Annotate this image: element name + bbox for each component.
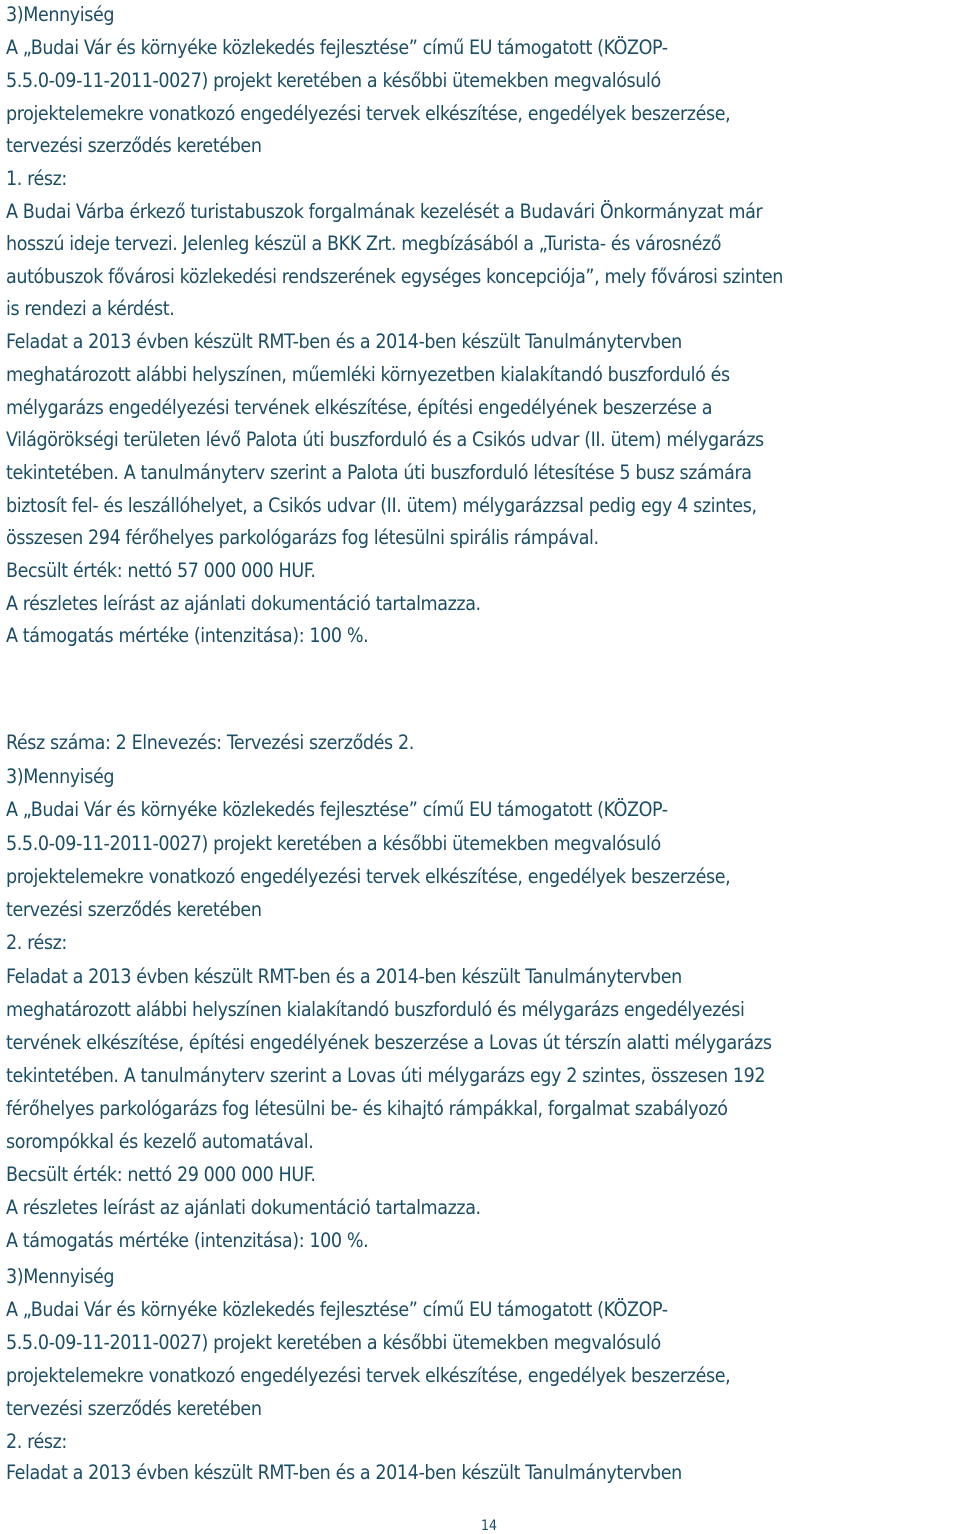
part-heading: 2. rész:	[6, 931, 67, 954]
quantity-heading: 3)Mennyiség	[6, 765, 115, 788]
estimated-value: Becsült érték: nettó 57 000 000 HUF.	[6, 559, 316, 582]
quantity-heading: 3)Mennyiség	[6, 1265, 115, 1288]
project-paragraph-line: 5.5.0-09-11-2011-0027) projekt keretében a későbbi ütemekben megvalósuló	[6, 69, 661, 92]
project-paragraph-line: 5.5.0-09-11-2011-0027) projekt keretében a későbbi ütemekben megvalósuló	[6, 1331, 661, 1354]
project-paragraph-line: A „Budai Vár és környéke közlekedés fejlesztése” című EU támogatott (KÖZOP-	[6, 36, 668, 59]
part-title: Rész száma: 2 Elnevezés: Tervezési szerződés 2.	[6, 731, 414, 754]
project-paragraph-line: projektelemekre vonatkozó engedélyezési tervek elkészítése, engedélyek beszerzése,	[6, 1364, 731, 1387]
estimated-value: Becsült érték: nettó 29 000 000 HUF.	[6, 1163, 316, 1186]
task-line: Feladat a 2013 évben készült RMT-ben és a 2014-ben készült Tanulmánytervben	[6, 1461, 682, 1484]
task-line: összesen 294 férőhelyes parkológarázs fog létesülni spirális rámpával.	[6, 526, 599, 549]
project-paragraph-line: tervezési szerződés keretében	[6, 898, 262, 921]
project-paragraph-line: A „Budai Vár és környéke közlekedés fejlesztése” című EU támogatott (KÖZOP-	[6, 798, 668, 821]
project-paragraph-line: 5.5.0-09-11-2011-0027) projekt keretében a későbbi ütemekben megvalósuló	[6, 832, 661, 855]
part-heading: 1. rész:	[6, 167, 67, 190]
page-number: 14	[480, 1518, 498, 1534]
task-line: tekintetében. A tanulmányterv szerint a Lovas úti mélygarázs egy 2 szintes, összesen 192	[6, 1064, 766, 1087]
project-paragraph-line: A „Budai Vár és környéke közlekedés fejlesztése” című EU támogatott (KÖZOP-	[6, 1298, 668, 1321]
project-paragraph-line: tervezési szerződés keretében	[6, 134, 262, 157]
task-line: sorompókkal és kezelő automatával.	[6, 1130, 314, 1153]
project-paragraph-line: projektelemekre vonatkozó engedélyezési tervek elkészítése, engedélyek beszerzése,	[6, 102, 731, 125]
task-line: biztosít fel- és leszállóhelyet, a Csikós udvar (II. ütem) mélygarázzsal pedig egy 4 szintes,	[6, 494, 757, 517]
support-intensity: A támogatás mértéke (intenzitása): 100 %.	[6, 1229, 369, 1252]
description-line: is rendezi a kérdést.	[6, 297, 175, 320]
task-line: férőhelyes parkológarázs fog létesülni be- és kihajtó rámpákkal, forgalmat szabályozó	[6, 1097, 728, 1120]
task-line: Feladat a 2013 évben készült RMT-ben és a 2014-ben készült Tanulmánytervben	[6, 330, 682, 353]
quantity-heading: 3)Mennyiség	[6, 3, 115, 26]
project-paragraph-line: tervezési szerződés keretében	[6, 1397, 262, 1420]
description-line: hosszú ideje tervezi. Jelenleg készül a BKK Zrt. megbízásából a „Turista- és városnéző	[6, 232, 722, 255]
support-intensity: A támogatás mértéke (intenzitása): 100 %.	[6, 624, 369, 647]
description-line: autóbuszok fővárosi közlekedési rendszerének egységes koncepciója”, mely fővárosi szinten	[6, 265, 784, 288]
details-note: A részletes leírást az ajánlati dokumentáció tartalmazza.	[6, 1196, 481, 1219]
task-line: Feladat a 2013 évben készült RMT-ben és a 2014-ben készült Tanulmánytervben	[6, 965, 682, 988]
details-note: A részletes leírást az ajánlati dokumentáció tartalmazza.	[6, 592, 481, 615]
task-line: meghatározott alábbi helyszínen kialakítandó buszforduló és mélygarázs engedélyezési	[6, 998, 745, 1021]
task-line: meghatározott alábbi helyszínen, műemléki környezetben kialakítandó buszforduló és	[6, 363, 730, 386]
description-line: A Budai Várba érkező turistabuszok forgalmának kezelését a Budavári Önkormányzat már	[6, 200, 763, 223]
task-line: mélygarázs engedélyezési tervének elkészítése, építési engedélyének beszerzése a	[6, 396, 713, 419]
task-line: tekintetében. A tanulmányterv szerint a Palota úti buszforduló létesítése 5 busz számára	[6, 461, 752, 484]
task-line: Világörökségi területen lévő Palota úti buszforduló és a Csikós udvar (II. ütem) mélygarázs	[6, 428, 764, 451]
part-heading: 2. rész:	[6, 1430, 67, 1453]
task-line: tervének elkészítése, építési engedélyének beszerzése a Lovas út térszín alatti mélygarázs	[6, 1031, 772, 1054]
project-paragraph-line: projektelemekre vonatkozó engedélyezési tervek elkészítése, engedélyek beszerzése,	[6, 865, 731, 888]
